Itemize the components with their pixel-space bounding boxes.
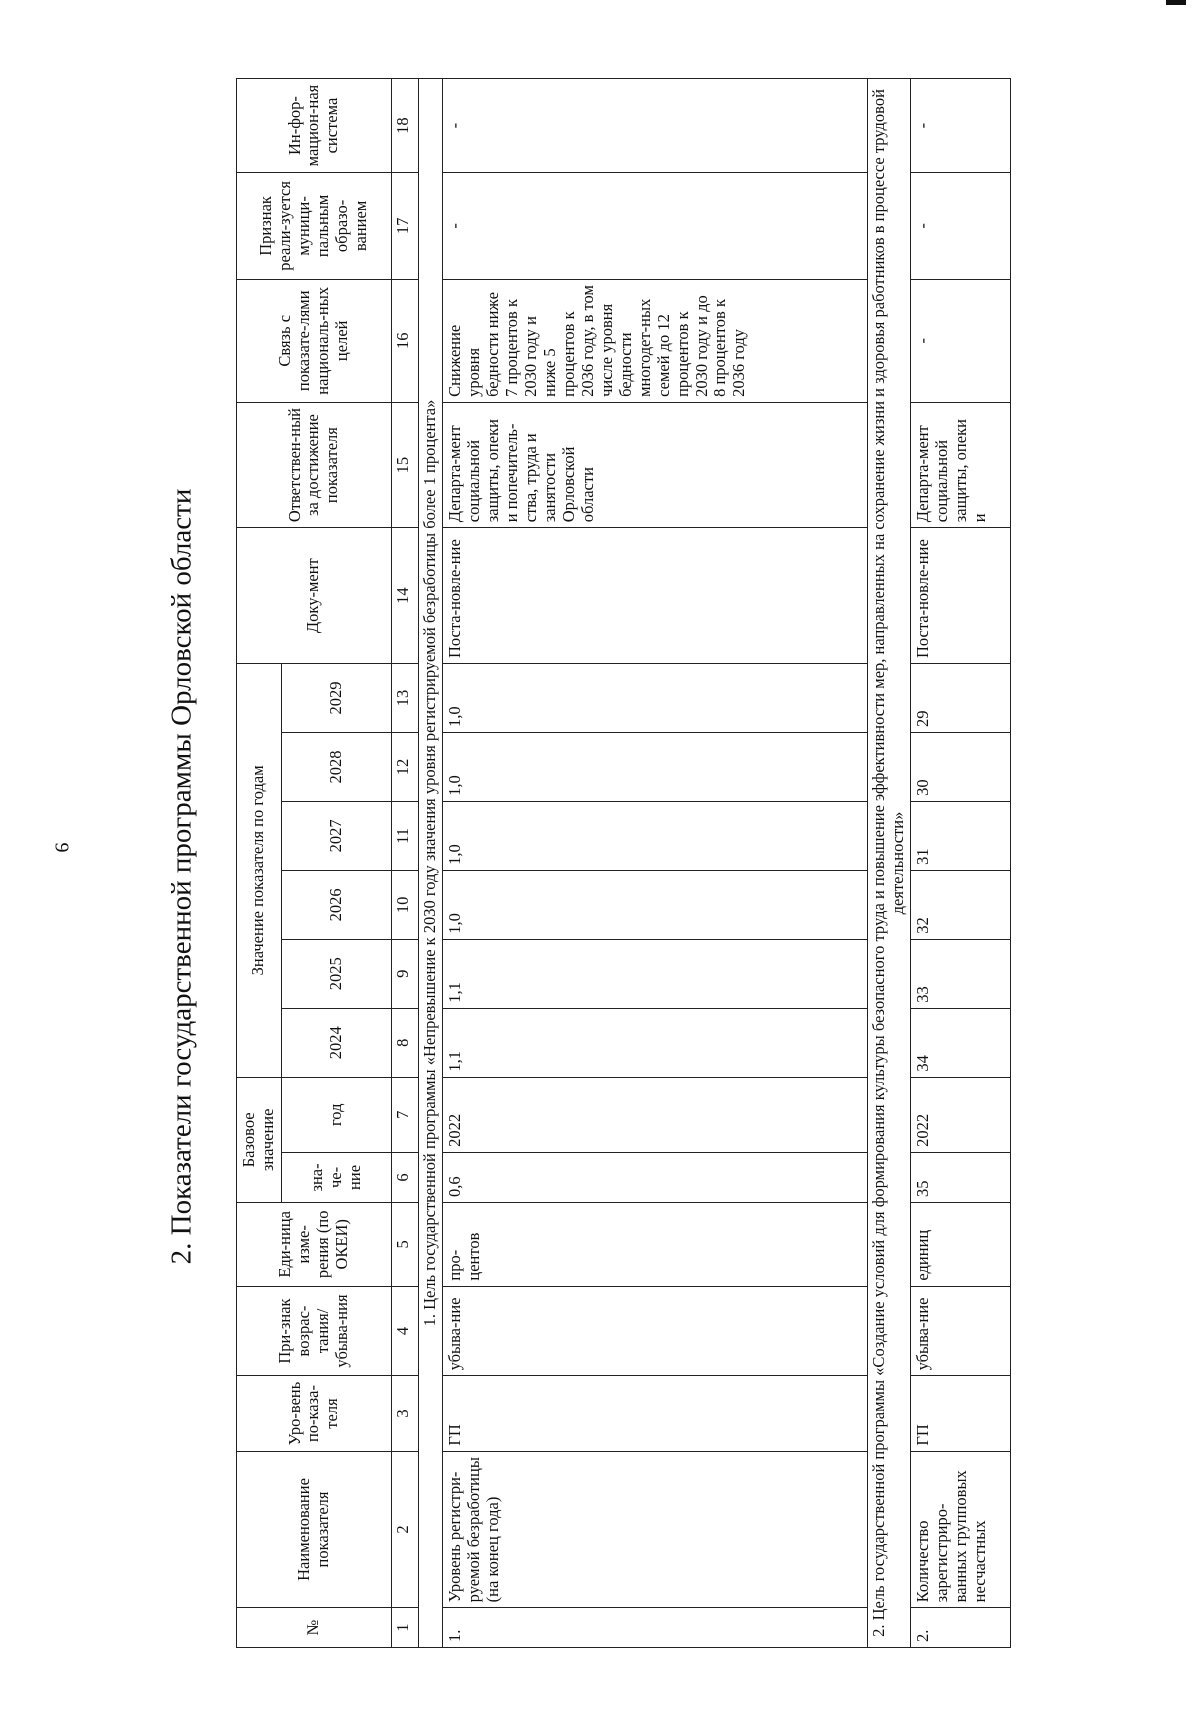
row-year-value: 1,0: [442, 664, 867, 733]
row-infosys: -: [442, 79, 867, 173]
header-link: Связь с показате-лями националь-ных целей: [237, 279, 392, 402]
row-municipal: -: [442, 173, 867, 280]
header-year-2025: 2025: [281, 939, 391, 1008]
row-year-value: 1,0: [442, 870, 867, 939]
header-sign: При-знак возрас-тания/ убыва-ния: [237, 1286, 392, 1376]
header-year-2028: 2028: [281, 732, 391, 801]
goal-row: [867, 79, 910, 1648]
col-index: 4: [391, 1286, 418, 1376]
row-year-value: 1,0: [442, 801, 867, 870]
col-index: 17: [391, 173, 418, 280]
row-sign: убыва-ние: [910, 1286, 1010, 1376]
col-index: 13: [391, 664, 418, 733]
table-row: [442, 79, 867, 1648]
col-index: 18: [391, 79, 418, 173]
header-year-2029: 2029: [281, 664, 391, 733]
header-name: Наименование показателя: [237, 1451, 392, 1608]
header-municipal: Признак реали-зуется муници-пальным образо-ванием: [237, 173, 392, 280]
goal-row: [418, 79, 442, 1648]
row-name: Количество зарегистриро-ванных групповых несчастных: [910, 1451, 1010, 1608]
row-level: ГП: [910, 1376, 1010, 1451]
row-responsible: Департа-мент социальной защиты, опеки и: [910, 402, 1010, 527]
row-base-value: 35: [910, 1152, 1010, 1202]
header-years-group: Значение показателя по годам: [237, 664, 282, 1078]
header-year-2024: 2024: [281, 1008, 391, 1077]
goal-text: 2. Цель государственной программы «Создание условий для формирования культуры безопасного труда и повышение эффективности мер, направленных на сохранение жизни и здоровья работников в процессе трудовой деятельности»: [867, 79, 910, 1648]
section-heading: 2. Показатели государственной программы Орловской области: [165, 488, 198, 1265]
row-sign: убыва-ние: [442, 1286, 867, 1376]
col-index: 1: [391, 1608, 418, 1648]
table-row: [910, 79, 1010, 1648]
col-index: 3: [391, 1376, 418, 1451]
col-index: 8: [391, 1008, 418, 1077]
col-index: 9: [391, 939, 418, 1008]
header-responsible: Ответствен-ный за достижение показателя: [237, 402, 392, 527]
col-index: 12: [391, 732, 418, 801]
row-year-value: 1,1: [442, 1008, 867, 1077]
col-index: 6: [391, 1152, 418, 1202]
header-base-value: зна-че-ние: [281, 1152, 391, 1202]
page-number: 9: [50, 842, 73, 853]
row-year-value: 34: [910, 1008, 1010, 1077]
row-year-value: 1,1: [442, 939, 867, 1008]
row-level: ГП: [442, 1376, 867, 1451]
row-year-value: 31: [910, 801, 1010, 870]
indicators-table-sheet: [236, 78, 1128, 1648]
indicators-table: [236, 78, 1011, 1648]
header-unit: Еди-ница изме-рения (по ОКЕИ): [237, 1203, 392, 1287]
row-responsible: Департа-мент социальной защиты, опеки и попечитель-ства, труда и занятости Орловской области: [442, 402, 867, 527]
col-index: 14: [391, 528, 418, 664]
row-num: 2.: [910, 1608, 1010, 1648]
row-link: -: [910, 279, 1010, 402]
row-num: 1.: [442, 1608, 867, 1648]
column-index-row: [391, 79, 418, 1648]
goal-text: 1. Цель государственной программы «Непревышение к 2030 году значения уровня регистрируемой безработицы более 1 процента»: [418, 79, 442, 1648]
row-base-value: 0,6: [442, 1152, 867, 1202]
col-index: 15: [391, 402, 418, 527]
row-unit: про-центов: [442, 1203, 867, 1287]
col-index: 10: [391, 870, 418, 939]
header-base-group: Базовое значение: [237, 1077, 282, 1202]
row-year-value: 32: [910, 870, 1010, 939]
header-level: Уро-вень по-каза-теля: [237, 1376, 392, 1451]
col-index: 2: [391, 1451, 418, 1608]
row-name: Уровень регистри-руемой безработицы (на конец года): [442, 1451, 867, 1608]
row-year-value: 1,0: [442, 732, 867, 801]
col-index: 11: [391, 801, 418, 870]
row-base-year: 2022: [442, 1077, 867, 1152]
row-unit: единиц: [910, 1203, 1010, 1287]
col-index: 16: [391, 279, 418, 402]
col-index: 7: [391, 1077, 418, 1152]
header-year-2027: 2027: [281, 801, 391, 870]
row-infosys: -: [910, 79, 1010, 173]
col-index: 5: [391, 1203, 418, 1287]
row-year-value: 30: [910, 732, 1010, 801]
row-base-year: 2022: [910, 1077, 1010, 1152]
row-link: Снижение уровня бедности ниже 7 процентов к 2030 году и ниже 5 процентов к 2036 году, в том числе уровня бедности многодет-ных семей до 12 процентов к 2030 году и до 8 процентов к 2036 году: [442, 279, 867, 402]
header-document: Доку-мент: [237, 528, 392, 664]
row-document: Поста-новле-ние: [910, 528, 1010, 664]
header-infosys: Ин-фор-мацион-ная система: [237, 79, 392, 173]
header-year-2026: 2026: [281, 870, 391, 939]
row-year-value: 33: [910, 939, 1010, 1008]
row-document: Поста-новле-ние: [442, 528, 867, 664]
header-num: №: [237, 1608, 392, 1648]
corner-mark: [1166, 0, 1186, 5]
header-base-year: год: [281, 1077, 391, 1152]
row-municipal: -: [910, 173, 1010, 280]
row-year-value: 29: [910, 664, 1010, 733]
